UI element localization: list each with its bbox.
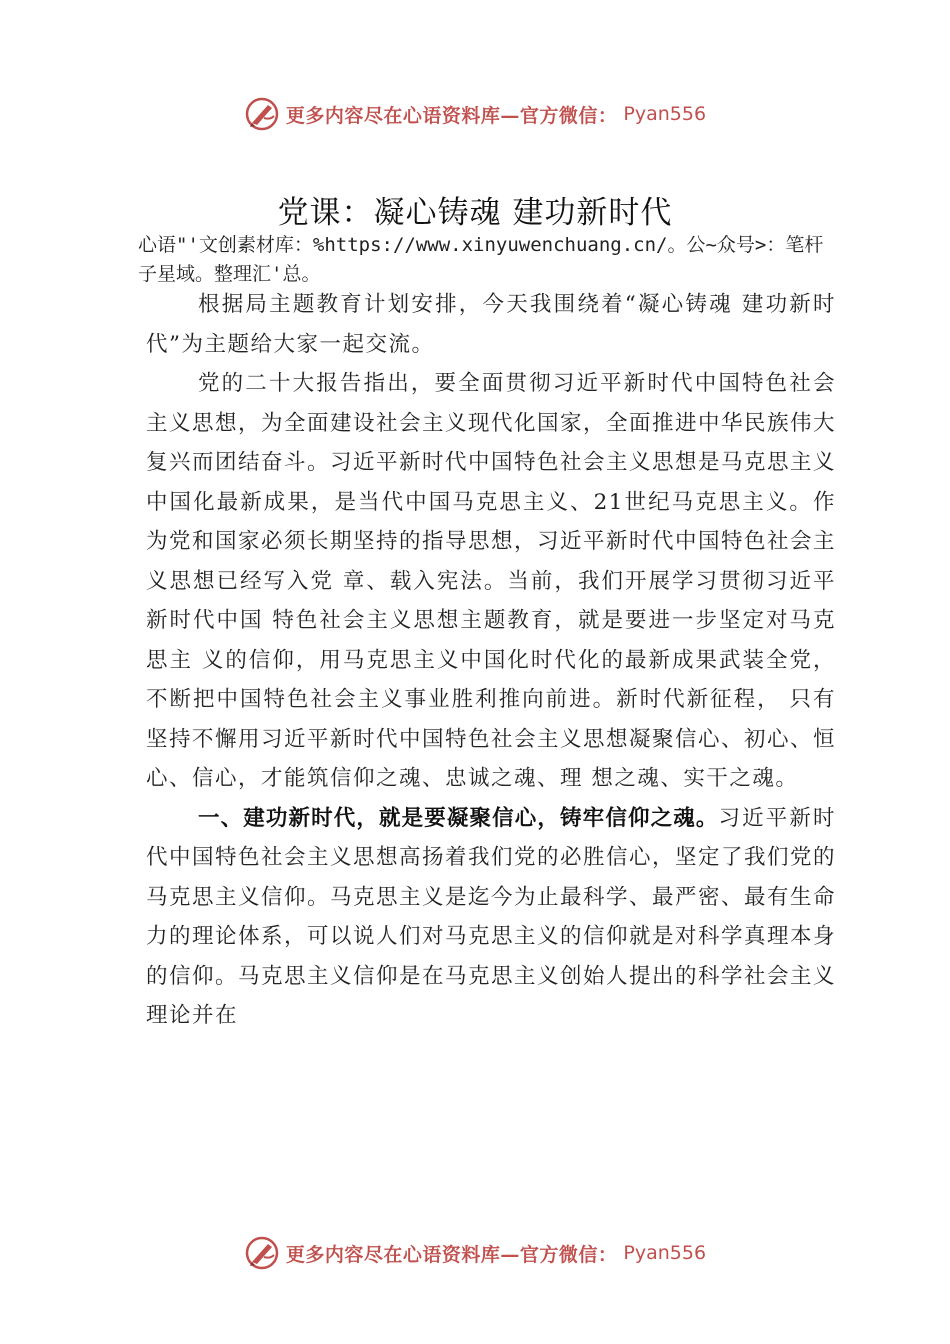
paragraph-report: 党的二十大报告指出，要全面贯彻习近平新时代中国特色社会主义思想，为全面建设社会主义现代化国家，全面推进中华民族伟大复兴而团结奋斗。习近平新时代中国特色社会主义思想是马克思主义中国化最新成果，是当代中国马克思主义、21世纪马克思主义。作为党和国家必须长期坚持的指导思想，习近平新时代中国特色社会主义思想已经写入党 章、载入宪法。当前，我们开展学习贯彻习近平新时代中国 特色社会主义思想主题教育，就是要进一步坚定对马克思主 义的信仰，用马克思主义中国化时代化的最新成果武装全党， 不断把中国特色社会主义事业胜利推向前进。新时代新征程， 只有坚持不懈用习近平新时代中国特色社会主义思想凝聚信心、初心、恒心、信心，才能筑信仰之魂、忠诚之魂、理 想之魂、实干之魂。 <box>146 371 837 791</box>
page-title: 党课：凝心铸魂 建功新时代 <box>277 195 673 231</box>
source-note: 心语"'文创素材库：%https://www.xinyuwenchuang.cn/。公~众号>：笔杆子星域。整理汇'总。 <box>138 234 824 285</box>
pen-logo-icon <box>244 96 280 132</box>
banner-text: 更多内容尽在心语资料库—官方微信： <box>285 1243 618 1266</box>
pen-logo-icon <box>244 1235 280 1271</box>
section-body: 习近平新时代中国特色社会主义思想高扬着我们党的必胜信心，坚定了我们党的马克思主义信仰。马克思主义是迄今为止最科学、最严密、最有生命力的理论体系，可以说人们对马克思主义的信仰就是对科学真理本身的信仰。马克思主义信仰是在马克思主义创始人提出的科学社会主义理论并在 <box>146 805 837 1028</box>
banner-text: 更多内容尽在心语资料库—官方微信： <box>285 104 618 127</box>
section-heading: 一、建功新时代，就是要凝聚信心，铸牢信仰之魂。 <box>198 805 719 831</box>
footer-banner <box>0 1233 950 1273</box>
paragraph-section-one <box>146 799 836 1036</box>
document-body <box>146 285 836 1036</box>
paragraph-intro: 根据局主题教育计划安排，今天我围绕着“凝心铸魂 建功新时代”为主题给大家一起交流。 <box>146 292 836 357</box>
header-banner <box>0 94 950 134</box>
banner-wechat-id: Pyan556 <box>623 1242 707 1264</box>
banner-wechat-id: Pyan556 <box>623 103 707 125</box>
